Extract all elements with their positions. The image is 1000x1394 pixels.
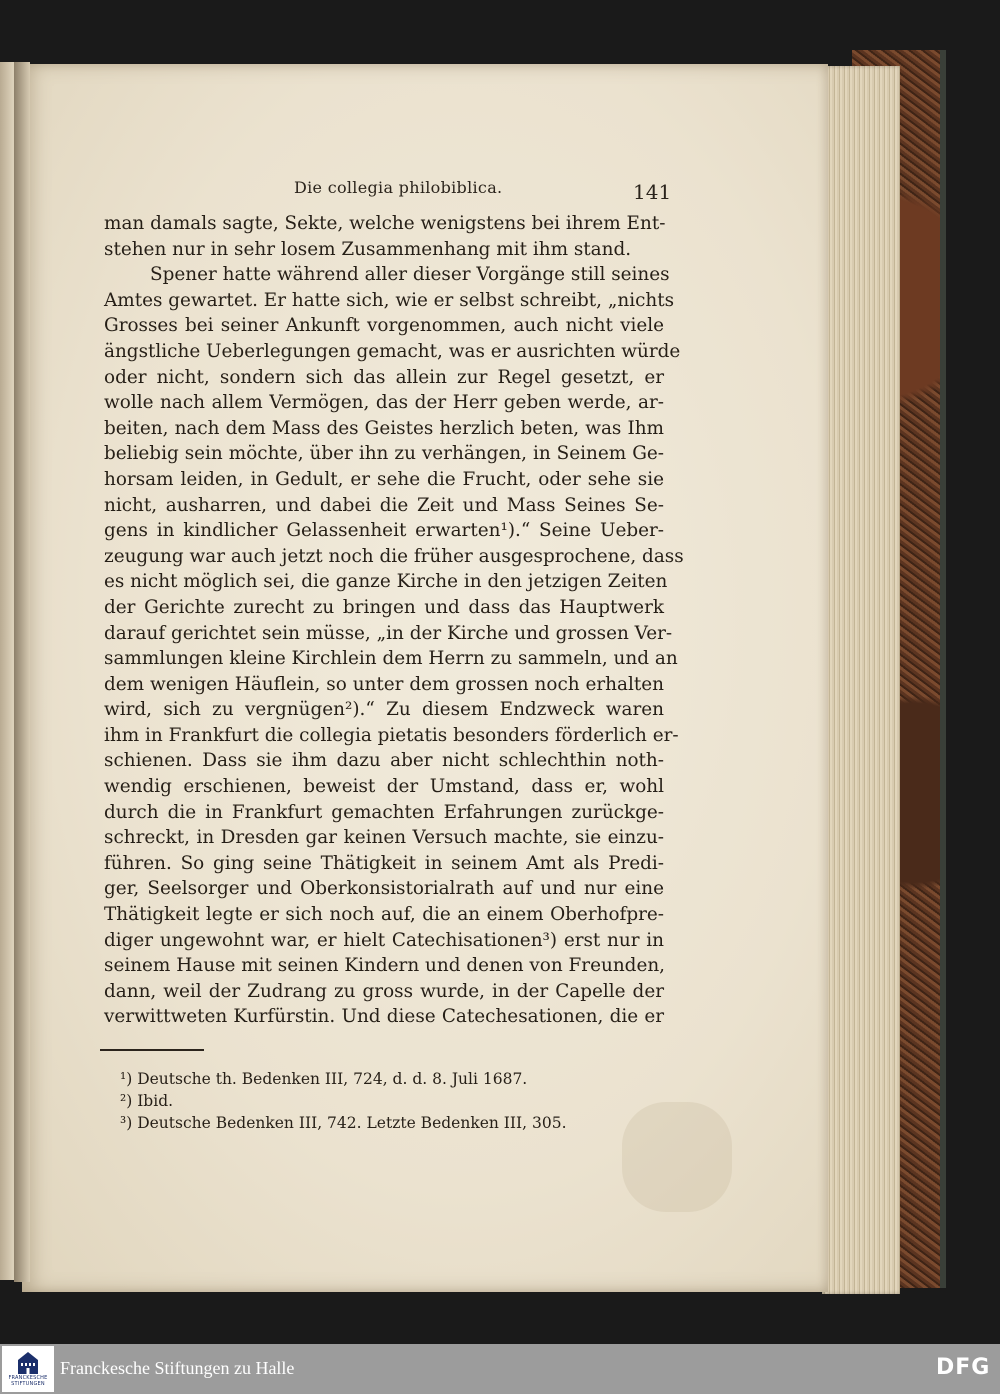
text-line: darauf gerichtet sein müsse, „in der Kirche und grossen Ver- (104, 622, 673, 644)
footnote: ²) Ibid. (120, 1092, 174, 1110)
text-line: beiten, nach dem Mass des Geistes herzlich beten, was Ihm (104, 417, 664, 439)
dfg-logo[interactable]: DFG (936, 1355, 991, 1380)
footnote-rule (100, 1049, 204, 1051)
text-line: sammlungen kleine Kirchlein dem Herrn zu sammeln, und an (104, 648, 678, 670)
institution-name[interactable]: Franckesche Stiftungen zu Halle (60, 1358, 295, 1378)
text-line: gens in kindlicher Gelassenheit erwarten¹).“ Seine Ueber- (104, 520, 664, 542)
body-text (104, 211, 684, 1030)
footnote: ³) Deutsche Bedenken III, 742. Letzte Bedenken III, 305. (120, 1114, 567, 1132)
text-line: ihm in Frankfurt die collegia pietatis besonders förderlich er- (104, 724, 679, 746)
text-line: nicht, ausharren, und dabei die Zeit und Mass Seines Se- (104, 494, 664, 516)
text-line: diger ungewohnt war, er hielt Catechisationen³) erst nur in (104, 929, 664, 951)
text-line: es nicht möglich sei, die ganze Kirche in den jetzigen Zeiten (104, 571, 668, 593)
text-line: verwittweten Kurfürstin. Und diese Catechesationen, die er (104, 1006, 664, 1028)
text-line: Spener hatte während aller dieser Vorgänge still seines (150, 264, 670, 286)
footnote: ¹) Deutsche th. Bedenken III, 724, d. d. 8. Juli 1687. (120, 1070, 528, 1088)
page-number: 141 (633, 180, 672, 204)
running-head: Die collegia philobiblica. (294, 178, 503, 197)
logo-label: STIFTUNGEN (11, 1381, 45, 1387)
text-line: ger, Seelsorger und Oberkonsistorialrath auf und nur eine (104, 878, 664, 900)
text-line: schreckt, in Dresden gar keinen Versuch machte, sie einzu- (104, 827, 664, 849)
text-line: ängstliche Ueberlegungen gemacht, was er ausrichten würde (104, 340, 681, 362)
page-edges (822, 66, 900, 1294)
text-line: Amtes gewartet. Er hatte sich, wie er selbst schreibt, „nichts (104, 289, 675, 311)
text-line: durch die in Frankfurt gemachten Erfahrungen zurückge- (104, 801, 664, 823)
text-line: horsam leiden, in Gedult, er sehe die Frucht, oder sehe sie (104, 468, 664, 490)
book-gutter (14, 62, 30, 1282)
text-line: der Gerichte zurecht zu bringen und dass das Hauptwerk (104, 596, 664, 618)
text-line: Grosses bei seiner Ankunft vorgenommen, auch nicht viele (104, 315, 664, 337)
text-line: oder nicht, sondern sich das allein zur Regel gesetzt, er (104, 366, 664, 388)
text-line: führen. So ging seine Thätigkeit in seinem Amt als Predi- (104, 852, 664, 874)
text-line: zeugung war auch jetzt noch die früher ausgesprochene, dass (104, 545, 684, 567)
text-line: dem wenigen Häuflein, so unter dem grossen noch erhalten (104, 673, 664, 695)
footnotes (120, 1068, 567, 1134)
text-line: wolle nach allem Vermögen, das der Herr geben werde, ar- (104, 392, 664, 414)
text-line: wird, sich zu vergnügen²).“ Zu diesem Endzweck waren (104, 699, 664, 721)
text-line: dann, weil der Zudrang zu gross wurde, in der Capelle der (104, 980, 664, 1002)
institution-logo[interactable] (2, 1346, 54, 1392)
text-line: schienen. Dass sie ihm dazu aber nicht schlechthin noth- (104, 750, 664, 772)
text-line: seinem Hause mit seinen Kindern und denen von Freunden, (104, 955, 666, 977)
text-line: stehen nur in sehr losem Zusammenhang mit ihm stand. (104, 238, 632, 260)
ink-bleed-through (622, 1102, 732, 1212)
text-line: wendig erschienen, beweist der Umstand, dass er, wohl (104, 776, 664, 798)
text-line: beliebig sein möchte, über ihn zu verhängen, in Seinem Ge- (104, 443, 664, 465)
text-line: Thätigkeit legte er sich noch auf, die an einem Oberhofpre- (104, 904, 664, 926)
building-icon (17, 1351, 39, 1375)
text-line: man damals sagte, Sekte, welche wenigstens bei ihrem Ent- (104, 213, 666, 234)
logo-label: FRANCKESCHE (8, 1375, 48, 1381)
